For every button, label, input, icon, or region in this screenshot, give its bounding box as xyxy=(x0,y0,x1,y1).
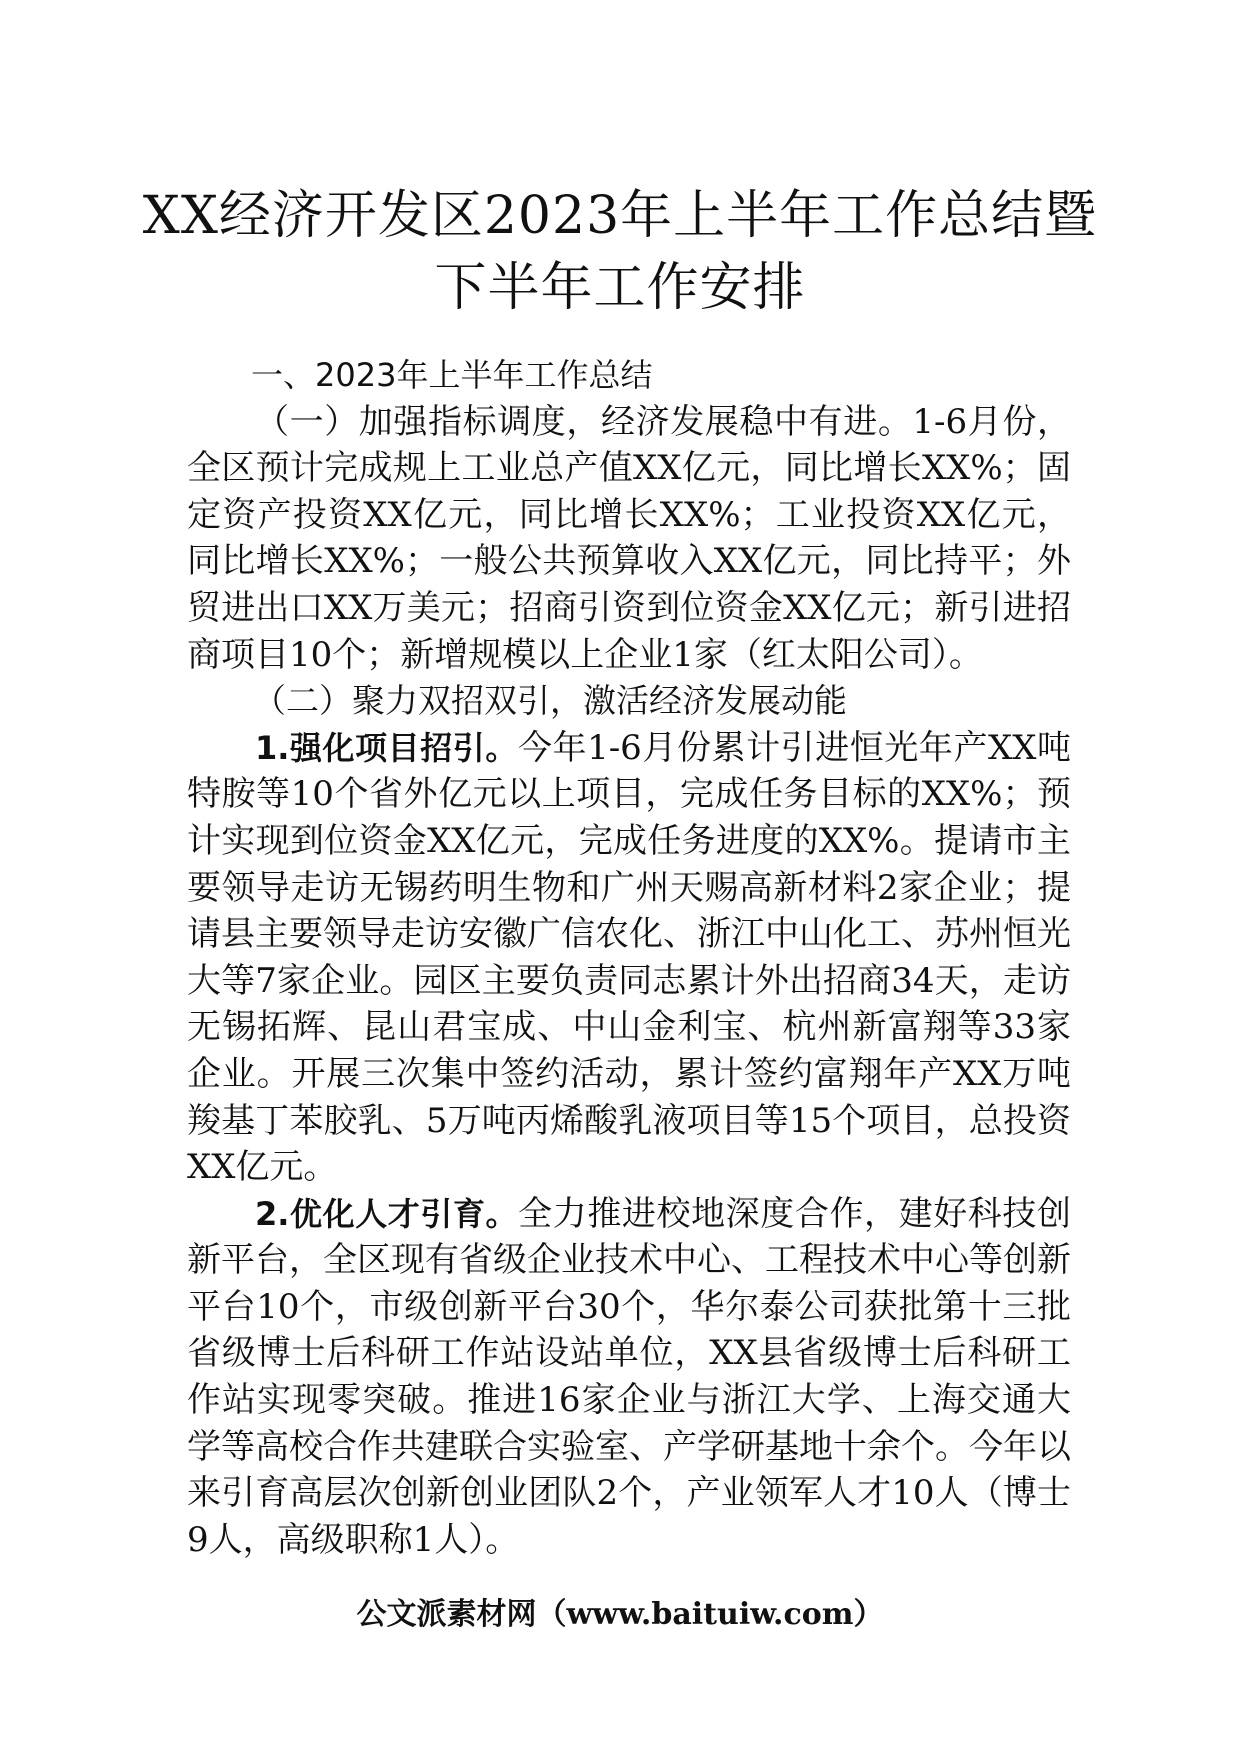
document-body xyxy=(187,352,1071,1563)
item-body-text: 今年1-6月份累计引进恒光年产XX吨特胺等10个省外亿元以上项目，完成任务目标的XX%；预计实现到位资金XX亿元，完成任务进度的XX%。提请市主要领导走访无锡药明生物和广州天赐高新材料2家企业；提请县主要领导走访安徽广信农化、浙江中山化工、苏州恒光大等7家企业。园区主要负责同志累计外出招商34天，走访无锡拓辉、昆山君宝成、中山金利宝、杭州新富翔等33家企业。开展三次集中签约活动，累计签约富翔年产XX万吨羧基丁苯胶乳、5万吨丙烯酸乳液项目等15个项目，总投资XX亿元。 xyxy=(187,727,1071,1188)
document-title-line-1: XX经济开发区2023年上半年工作总结暨 xyxy=(142,186,1098,246)
paragraph-indicators: （一）加强指标调度，经济发展稳中有进。1-6月份，全区预计完成规上工业总产值XX亿元，同比增长XX%；固定资产投资XX亿元，同比增长XX%；工业投资XX亿元，同比增长XX%；一般公共预算收入XX亿元，同比持平；外贸进出口XX万美元；招商引资到位资金XX亿元；新引进招商项目10个；新增规模以上企业1家（红太阳公司）。 xyxy=(187,401,1071,675)
paragraph-project-attraction xyxy=(187,725,1071,1191)
item-lead-label: 1.强化项目招引。 xyxy=(255,728,518,767)
item-body-text: 全力推进校地深度合作，建好科技创新平台，全区现有省级企业技术中心、工程技术中心等创新平台10个，市级创新平台30个，华尔泰公司获批第十三批省级博士后科研工作站设站单位，XX县省级博士后科研工作站实现零突破。推进16家企业与浙江大学、上海交通大学等高校合作共建联合实验室、产学研基地十余个。今年以来引育高层次创新创业团队2个，产业领军人才10人（博士9人，高级职称1人）。 xyxy=(187,1193,1071,1560)
subsection-heading: （二）聚力双招双引，激活经济发展动能 xyxy=(253,681,847,721)
section-heading: 一、2023年上半年工作总结 xyxy=(251,356,653,394)
footer-watermark: 公文派素材网（www.baituiw.com） xyxy=(356,1597,884,1632)
paragraph-talent xyxy=(187,1191,1071,1564)
document-title-line-2: 下半年工作安排 xyxy=(434,258,806,318)
item-lead-label: 2.优化人才引育。 xyxy=(255,1194,519,1233)
